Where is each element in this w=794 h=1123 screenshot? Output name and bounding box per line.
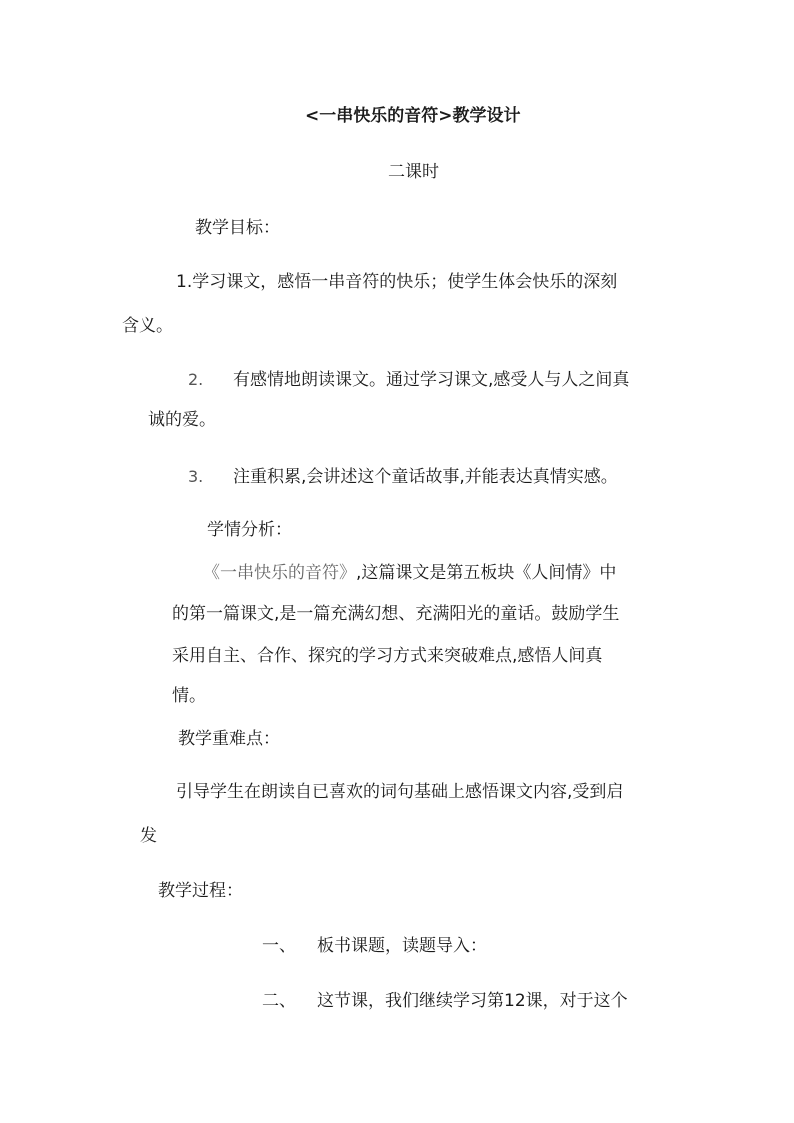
process-heading: 教学过程： bbox=[158, 881, 243, 901]
objective-2-line-2: 诚的爱。 bbox=[148, 410, 216, 430]
process-step-2-text: 这节课，我们继续学习第12课，对于这个 bbox=[317, 991, 628, 1011]
analysis-line-3: 采用自主、合作、探究的学习方式来突破难点,感悟人间真 bbox=[172, 646, 603, 666]
objective-3-number: 3. bbox=[188, 467, 204, 486]
difficulty-line-2: 发 bbox=[140, 826, 157, 846]
difficulty-line-1: 引导学生在朗读自已喜欢的词句基础上感悟课文内容,受到启 bbox=[176, 782, 624, 802]
document-title: <一串快乐的音符>教学设计 bbox=[305, 106, 521, 126]
difficulty-heading: 教学重难点： bbox=[178, 729, 280, 749]
process-step-2-number: 二、 bbox=[262, 991, 296, 1011]
analysis-line-4: 情。 bbox=[172, 686, 206, 706]
objective-3-line-1: 注重积累,会讲述这个童话故事,并能表达真情实感。 bbox=[233, 467, 618, 487]
analysis-line-1 bbox=[203, 561, 616, 585]
process-step-1-text: 板书课题，读题导入： bbox=[317, 936, 487, 956]
objective-1-line-2: 含义。 bbox=[122, 316, 173, 336]
analysis-line-2: 的第一篇课文,是一篇充满幻想、充满阳光的童话。鼓励学生 bbox=[172, 604, 620, 624]
process-step-1-number: 一、 bbox=[262, 936, 296, 956]
objective-2-line-1: 有感情地朗读课文。通过学习课文,感受人与人之间真 bbox=[233, 370, 630, 390]
objectives-heading: 教学目标： bbox=[195, 218, 280, 238]
analysis-heading: 学情分析： bbox=[207, 520, 292, 540]
objective-1-line-1: 1.学习课文，感悟一串音符的快乐；使学生体会快乐的深刻 bbox=[176, 272, 618, 292]
objective-2-number: 2. bbox=[188, 370, 204, 389]
analysis-book-title: 《一串快乐的音符》 bbox=[203, 563, 356, 583]
analysis-line-1-rest: ,这篇课文是第五板块《人间情》中 bbox=[356, 563, 617, 583]
document-subtitle: 二课时 bbox=[388, 162, 439, 182]
